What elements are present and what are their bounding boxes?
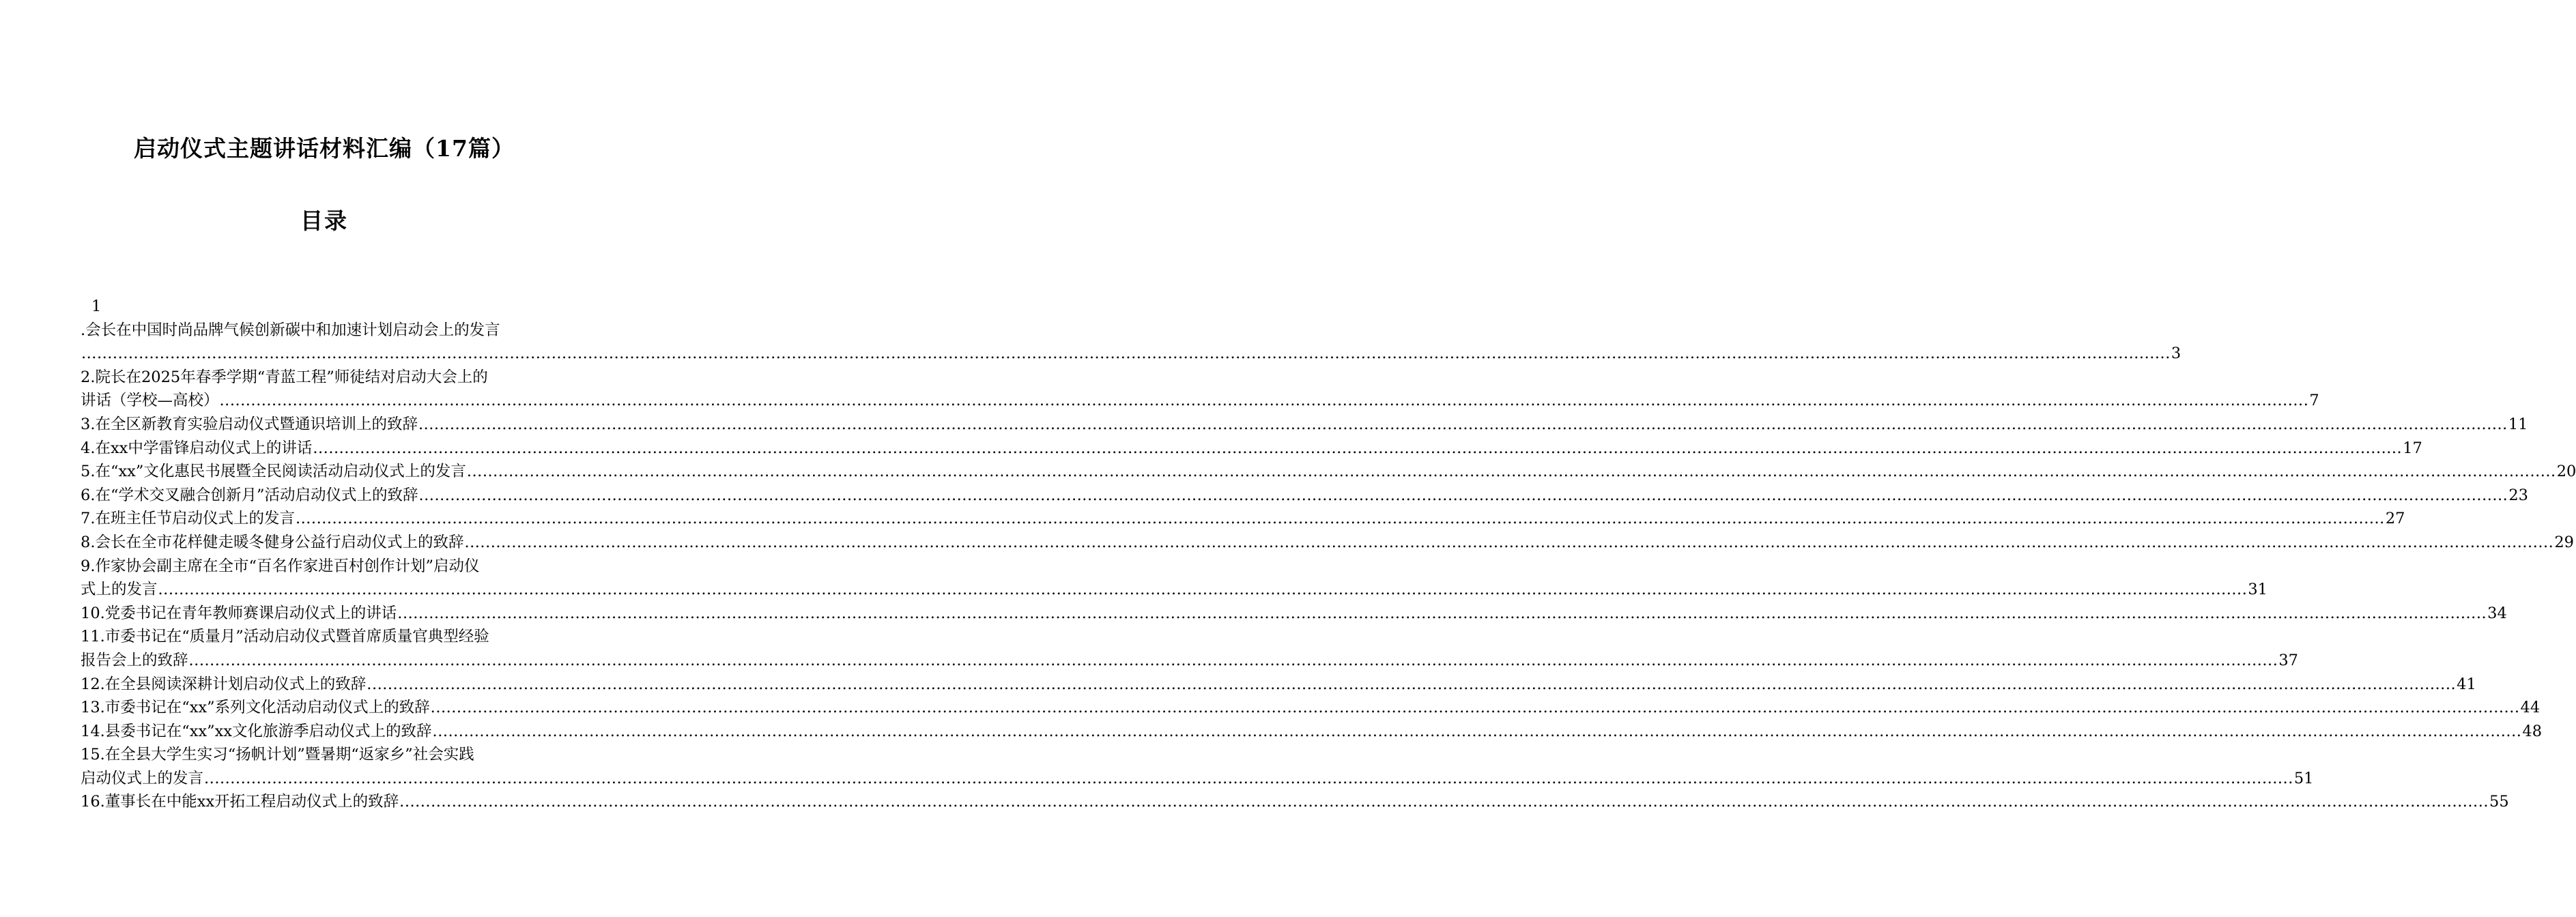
toc-page-number: 29 [2554, 533, 2574, 551]
toc-page-number: 34 [2487, 604, 2507, 622]
toc-entry-line [81, 625, 562, 649]
toc-entry-text: 11.市委书记在“质量月”活动启动仪式暨首席质量官典型经验 [81, 628, 489, 646]
toc-leader-dots: ................................................................................................................................................................................................................................................................................................................................................................................................................ [397, 604, 2487, 622]
toc-entry-line [81, 602, 2507, 626]
toc-leader-dots: ................................................................................................................................................................................................................................................................................................................................................................................................................ [81, 345, 2171, 363]
toc-entry-line [81, 531, 2574, 555]
toc-leader-dots: ................................................................................................................................................................................................................................................................................................................................................................................................................ [367, 675, 2457, 693]
toc-entry[interactable] [81, 413, 2528, 437]
toc-entry-line [81, 437, 2422, 461]
toc-entry-text: 8.会长在全市花样健走暖冬健身公益行启动仪式上的致辞 [81, 533, 464, 551]
toc-entry-text: .会长在中国时尚品牌气候创新碳中和加速计划启动会上的发言 [81, 321, 500, 339]
toc-entry-line [81, 366, 562, 390]
toc-page-number: 48 [2522, 722, 2543, 740]
toc-entry-line [81, 649, 2298, 673]
toc-entry-text: 14.县委书记在“xx”xx文化旅游季启动仪式上的致辞 [81, 722, 432, 740]
toc-heading: 目录 [300, 207, 348, 234]
toc-page-number: 11 [2508, 415, 2528, 433]
toc-entry-line [81, 790, 2509, 814]
toc-entry[interactable] [81, 319, 2181, 366]
toc-page-number: 41 [2457, 675, 2476, 693]
toc-entry-text: 报告会上的致辞 [81, 651, 188, 669]
toc-page-number: 23 [2508, 486, 2528, 504]
toc-entry[interactable] [81, 602, 2507, 626]
toc-leader-dots: ................................................................................................................................................................................................................................................................................................................................................................................................................ [418, 486, 2508, 504]
toc-entry-line [81, 578, 2267, 602]
toc-page-number: 20 [2556, 463, 2576, 481]
toc-page-number: 31 [2248, 581, 2267, 599]
toc-first-number: 1 [91, 297, 102, 315]
toc-page-number: 51 [2293, 769, 2314, 787]
toc-entry-line [81, 720, 2543, 744]
toc-entry[interactable] [81, 366, 2319, 413]
toc-leader-dots: ................................................................................................................................................................................................................................................................................................................................................................................................................ [430, 699, 2520, 717]
toc-entry[interactable] [81, 720, 2543, 744]
toc-leader-dots: ................................................................................................................................................................................................................................................................................................................................................................................................................ [219, 392, 2309, 410]
toc-entry[interactable] [81, 531, 2574, 555]
toc-entry[interactable] [81, 484, 2528, 508]
toc-entry[interactable] [81, 507, 2405, 531]
toc-entry-text: 启动仪式上的发言 [81, 769, 204, 787]
toc-entry-line [81, 413, 2528, 437]
toc-entry-text: 12.在全县阅读深耕计划启动仪式上的致辞 [81, 675, 367, 693]
toc-entry-line [81, 460, 2576, 484]
toc-leader-dots: ................................................................................................................................................................................................................................................................................................................................................................................................................ [464, 533, 2554, 551]
toc-entry-text: 13.市委书记在“xx”系列文化活动启动仪式上的致辞 [81, 699, 430, 717]
toc-leader-dots: ................................................................................................................................................................................................................................................................................................................................................................................................................ [295, 510, 2385, 528]
toc-leader-dots: ................................................................................................................................................................................................................................................................................................................................................................................................................ [399, 793, 2489, 811]
toc-entry-text: 6.在“学术交叉融合创新月”活动启动仪式上的致辞 [81, 486, 418, 504]
toc-entry-text: 9.作家协会副主席在全市“百名作家进百村创作计划”启动仪 [81, 557, 480, 575]
toc-entry-line [81, 342, 2181, 366]
toc-leader-dots: ................................................................................................................................................................................................................................................................................................................................................................................................................ [313, 439, 2403, 457]
toc-page-number: 17 [2403, 439, 2422, 457]
toc-entry-text: 4.在xx中学雷锋启动仪式上的讲话 [81, 439, 313, 457]
toc-entry[interactable] [81, 460, 2576, 484]
toc-entry-line [81, 696, 2541, 720]
toc-entry-text: 式上的发言 [81, 581, 158, 599]
toc-entry[interactable] [81, 673, 2476, 697]
toc-entry[interactable] [81, 743, 2314, 790]
toc-page-number: 55 [2489, 793, 2509, 811]
toc-page-number: 37 [2278, 651, 2298, 669]
toc-entry-line [81, 673, 2476, 697]
toc-entry-line [81, 743, 562, 767]
toc-entry[interactable] [81, 625, 2298, 672]
toc-entry-line [81, 389, 2319, 413]
toc-entry[interactable] [81, 790, 2509, 814]
toc-page-number: 7 [2309, 392, 2319, 410]
toc-entry-line [81, 484, 2528, 508]
toc-entry-line [81, 555, 562, 579]
toc-entry-text: 10.党委书记在青年教师赛课启动仪式上的讲话 [81, 604, 397, 622]
toc-page-number: 44 [2520, 699, 2541, 717]
toc-entry-text: 16.董事长在中能xx开拓工程启动仪式上的致辞 [81, 793, 399, 811]
toc-entry-text: 15.在全县大学生实习“扬帆计划”暨暑期“返家乡”社会实践 [81, 746, 474, 764]
document-title: 启动仪式主题讲话材料汇编（17篇） [134, 135, 515, 162]
toc-entry-text: 5.在“xx”文化惠民书展暨全民阅读活动启动仪式上的发言 [81, 463, 466, 481]
toc-page-number: 3 [2171, 345, 2181, 363]
toc-leader-dots: ................................................................................................................................................................................................................................................................................................................................................................................................................ [466, 463, 2556, 481]
toc-leader-dots: ................................................................................................................................................................................................................................................................................................................................................................................................................ [158, 581, 2248, 599]
toc-entry[interactable] [81, 437, 2422, 461]
toc-leader-dots: ................................................................................................................................................................................................................................................................................................................................................................................................................ [418, 415, 2508, 433]
toc-entry-text: 2.院长在2025年春季学期“青蓝工程”师徒结对启动大会上的 [81, 368, 488, 386]
toc-entry[interactable] [81, 696, 2541, 720]
toc-entry-text: 7.在班主任节启动仪式上的发言 [81, 510, 295, 528]
table-of-contents [81, 295, 2576, 814]
toc-leader-dots: ................................................................................................................................................................................................................................................................................................................................................................................................................ [188, 651, 2278, 669]
toc-entry-line [81, 767, 2314, 791]
toc-page-number: 27 [2385, 510, 2405, 528]
toc-entry[interactable] [81, 555, 2267, 602]
toc-entry-text: 3.在全区新教育实验启动仪式暨通识培训上的致辞 [81, 415, 418, 433]
toc-leader-dots: ................................................................................................................................................................................................................................................................................................................................................................................................................ [204, 769, 2293, 787]
toc-entry-text: 讲话（学校—高校） [81, 392, 219, 410]
toc-leader-dots: ................................................................................................................................................................................................................................................................................................................................................................................................................ [432, 722, 2522, 740]
toc-entry-line [81, 507, 2405, 531]
toc-entry-line [81, 319, 562, 343]
